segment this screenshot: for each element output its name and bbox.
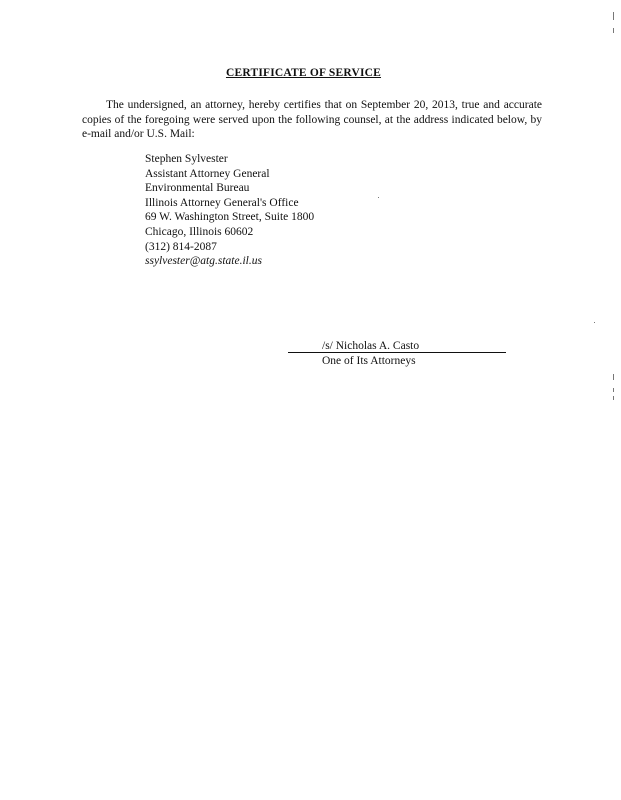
scan-speck <box>613 12 614 20</box>
recipient-phone: (312) 814-2087 <box>145 240 217 253</box>
recipient-email: ssylvester@atg.state.il.us <box>145 255 262 268</box>
recipient-office: Illinois Attorney General's Office <box>145 196 299 209</box>
signature-block <box>288 338 506 367</box>
scan-speck <box>613 396 614 400</box>
scan-speck <box>613 28 614 33</box>
signature-role: One of Its Attorneys <box>322 355 416 367</box>
scan-speck <box>594 322 595 323</box>
recipient-street: 69 W. Washington Street, Suite 1800 <box>145 211 315 224</box>
recipient-name: Stephen Sylvester <box>145 153 228 165</box>
signature-line <box>288 338 506 353</box>
recipient-city: Chicago, Illinois 60602 <box>145 225 254 238</box>
recipient-title: Assistant Attorney General <box>145 167 270 180</box>
recipient-address-block <box>145 152 314 269</box>
scan-speck <box>613 388 614 392</box>
scan-speck <box>378 197 379 198</box>
signature-name: /s/ Nicholas A. Casto <box>322 340 420 352</box>
document-title: CERTIFICATE OF SERVICE <box>225 67 382 79</box>
recipient-bureau: Environmental Bureau <box>145 182 250 195</box>
scan-speck <box>613 374 614 380</box>
certification-paragraph: The undersigned, an attorney, hereby certifies that on September 20, 2013, true and accurate copies of the foregoing were served upon the following counsel, at the address indicated below, by e-mail and/or U.S. Mail: <box>82 99 542 140</box>
